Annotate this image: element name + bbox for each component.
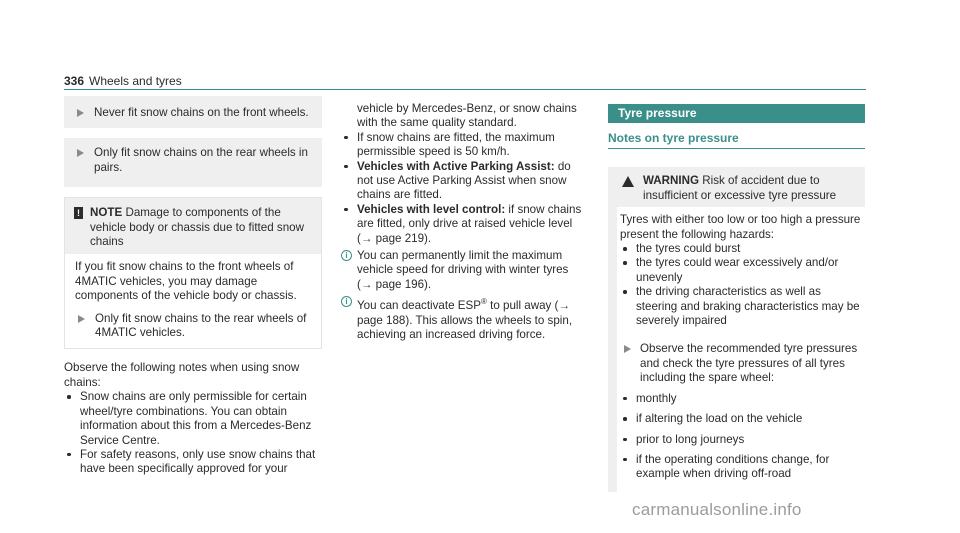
check-list	[620, 392, 865, 482]
list-item: Vehicles with Active Parking Assist: do not use Active Parking Assist when snow chains are fitted.	[341, 160, 587, 203]
arrow-right-icon	[77, 149, 84, 157]
continuation-text: vehicle by Mercedes-Benz, or snow chains with the same quality standard.	[357, 102, 577, 130]
subsection-title: Notes on tyre pressure	[608, 131, 865, 149]
watermark: carmanualsonline.info	[632, 500, 802, 519]
column-left	[64, 96, 322, 477]
page-header	[64, 72, 866, 90]
intro-paragraph: Observe the following notes when using snow chains:	[64, 361, 300, 389]
instruction-box	[64, 96, 322, 187]
list-item: Vehicles with level control: if snow chains are fitted, only drive at raised vehicle level (→ page 219).	[341, 203, 587, 246]
instruction-step: Only fit snow chains to the rear wheels of 4MATIC vehicles.	[75, 312, 315, 341]
info-icon: i	[341, 250, 352, 261]
warning-body: Tyres with either too low or too high a pressure present the following hazards: the tyres could burst the tyres could wear excessively and/or unevenly the driving characteristics as well as steering and braking characteristics may be severely impaired Observe the recommended tyre pressures and check the tyre pressures of all tyres including the spare wheel: monthly if altering the load on the vehicle prior to long journeys if the operating conditions change, for example when driving off-road	[608, 207, 865, 492]
arrow-right-icon	[78, 315, 85, 323]
arrow-right-icon	[77, 109, 84, 117]
warning-triangle-icon	[622, 176, 634, 187]
list-item: if the operating conditions change, for example when driving off-road	[620, 453, 865, 482]
hazard-list	[620, 242, 865, 328]
list-item: Snow chains are only permissible for certain wheel/tyre combinations. You can obtain information about this from a Mercedes-Benz Service Centre.	[64, 390, 322, 448]
list-item: the tyres could wear excessively and/or unevenly	[620, 256, 865, 285]
note-body: If you fit snow chains to the front wheels of 4MATIC vehicles, you may damage components of the vehicle body or chassis. Only fit snow chains to the rear wheels of 4MATIC vehicles.	[65, 254, 321, 348]
column-right	[608, 104, 865, 492]
list-item: the driving characteristics as well as steering and braking characteristics may be severely impaired	[620, 285, 865, 328]
warning-box	[608, 167, 865, 491]
bullet-list	[64, 390, 322, 476]
list-item: the tyres could burst	[620, 242, 865, 256]
exclamation-icon: !	[74, 207, 83, 219]
note-box	[64, 197, 322, 349]
list-item: monthly	[620, 392, 865, 406]
page-number: 336	[64, 74, 85, 88]
page-title: Wheels and tyres	[89, 74, 182, 88]
bullet-list	[341, 131, 587, 246]
list-item: If snow chains are fitted, the maximum permissible speed is 50 km/h.	[341, 131, 587, 160]
tip-note: i You can permanently limit the maximum vehicle speed for driving with winter tyres (→ page 196).	[341, 249, 587, 292]
list-item: prior to long journeys	[620, 433, 865, 447]
tip-note: i You can deactivate ESP® to pull away (→ page 188). This allows the wheels to spin, achieving an increased driving force.	[341, 295, 587, 342]
warning-heading: WARNING Risk of accident due to insufficient or excessive tyre pressure	[608, 167, 865, 207]
list-item: For safety reasons, only use snow chains that have been specifically approved for your	[64, 448, 322, 477]
instruction-step: Observe the recommended tyre pressures and check the tyre pressures of all tyres including the spare wheel:	[620, 342, 865, 385]
section-title: Tyre pressure	[608, 104, 865, 123]
arrow-right-icon	[624, 345, 631, 353]
instruction-step: Only fit snow chains on the rear wheels in pairs.	[64, 146, 318, 175]
instruction-step: Never fit snow chains on the front wheels.	[64, 106, 318, 120]
list-item: if altering the load on the vehicle	[620, 412, 865, 426]
note-heading: ! NOTE Damage to components of the vehicle body or chassis due to fitted snow chains	[65, 198, 321, 254]
info-icon: i	[341, 296, 352, 307]
column-middle	[341, 102, 587, 342]
